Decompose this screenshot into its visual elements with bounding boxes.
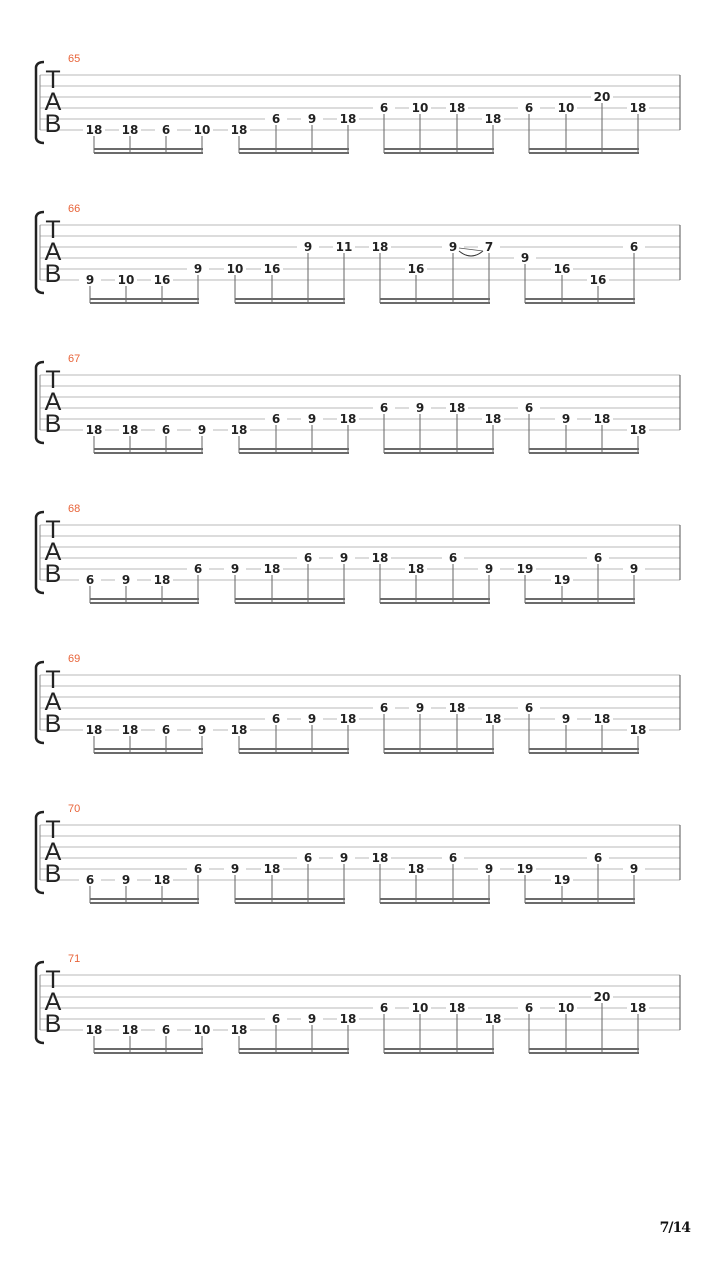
beam xyxy=(90,302,199,304)
beam xyxy=(94,152,203,154)
fret-number: 6 xyxy=(271,1012,281,1026)
tab-clef-letter: A xyxy=(44,838,62,866)
fret-number: 6 xyxy=(193,862,203,876)
fret-number: 18 xyxy=(263,562,281,576)
fret-number: 18 xyxy=(153,873,171,887)
beam xyxy=(239,1048,349,1050)
tab-clef-letter: B xyxy=(44,860,62,888)
fret-number: 18 xyxy=(263,862,281,876)
tab-clef-letter: A xyxy=(44,388,62,416)
fret-number: 6 xyxy=(303,551,313,565)
fret-number: 18 xyxy=(448,401,466,415)
fret-number: 18 xyxy=(339,112,357,126)
beam xyxy=(94,452,203,454)
tab-clef-letter: T xyxy=(45,816,61,844)
tab-clef-letter: B xyxy=(44,260,62,288)
fret-number: 18 xyxy=(629,723,647,737)
beam xyxy=(239,1052,349,1054)
fret-number: 6 xyxy=(161,123,171,137)
fret-number: 20 xyxy=(593,990,611,1004)
fret-number: 18 xyxy=(448,101,466,115)
beam xyxy=(235,298,345,300)
beam xyxy=(529,448,639,450)
tab-clef-letter: T xyxy=(45,66,61,94)
tab-clef-letter: B xyxy=(44,710,62,738)
fret-number: 10 xyxy=(411,1001,429,1015)
fret-number: 9 xyxy=(121,573,131,587)
fret-number: 18 xyxy=(153,573,171,587)
fret-number: 18 xyxy=(629,423,647,437)
fret-number: 6 xyxy=(161,423,171,437)
fret-number: 18 xyxy=(448,701,466,715)
beam xyxy=(235,598,345,600)
beam xyxy=(529,148,639,150)
fret-number: 6 xyxy=(524,1001,534,1015)
beam xyxy=(380,902,490,904)
fret-number: 9 xyxy=(121,873,131,887)
fret-number: 9 xyxy=(307,712,317,726)
fret-number: 7 xyxy=(484,240,494,254)
fret-number: 19 xyxy=(553,573,571,587)
beam xyxy=(90,298,199,300)
beam xyxy=(525,298,635,300)
beam xyxy=(235,902,345,904)
fret-number: 18 xyxy=(85,723,103,737)
fret-number: 18 xyxy=(371,551,389,565)
fret-number: 18 xyxy=(484,112,502,126)
beam xyxy=(529,748,639,750)
fret-number: 9 xyxy=(484,562,494,576)
measure-number: 65 xyxy=(68,53,81,65)
tab-clef-letter: A xyxy=(44,238,62,266)
fret-number: 9 xyxy=(197,723,207,737)
fret-number: 16 xyxy=(263,262,281,276)
beam xyxy=(380,302,490,304)
fret-number: 18 xyxy=(85,123,103,137)
beam xyxy=(94,1052,203,1054)
fret-number: 18 xyxy=(85,1023,103,1037)
fret-number: 9 xyxy=(193,262,203,276)
fret-number: 9 xyxy=(629,862,639,876)
beam xyxy=(235,898,345,900)
beam xyxy=(380,598,490,600)
beam xyxy=(384,1048,494,1050)
fret-number: 18 xyxy=(407,562,425,576)
beam xyxy=(525,602,635,604)
fret-number: 18 xyxy=(121,723,139,737)
beam xyxy=(384,152,494,154)
beam xyxy=(94,448,203,450)
measure-number: 71 xyxy=(68,953,81,965)
fret-number: 9 xyxy=(415,701,425,715)
beam xyxy=(384,448,494,450)
tab-clef-letter: A xyxy=(44,988,62,1016)
fret-number: 9 xyxy=(307,1012,317,1026)
beam xyxy=(384,452,494,454)
fret-number: 10 xyxy=(411,101,429,115)
fret-number: 6 xyxy=(271,412,281,426)
fret-number: 6 xyxy=(271,712,281,726)
fret-number: 6 xyxy=(593,851,603,865)
fret-number: 9 xyxy=(484,862,494,876)
fret-number: 16 xyxy=(153,273,171,287)
fret-number: 18 xyxy=(121,1023,139,1037)
beam xyxy=(239,152,349,154)
fret-number: 9 xyxy=(339,551,349,565)
fret-number: 9 xyxy=(415,401,425,415)
tab-clef-letter: A xyxy=(44,538,62,566)
fret-number: 18 xyxy=(371,240,389,254)
beam xyxy=(239,148,349,150)
tab-clef-letter: T xyxy=(45,666,61,694)
fret-number: 18 xyxy=(629,1001,647,1015)
beam xyxy=(529,1048,639,1050)
fret-number: 18 xyxy=(121,423,139,437)
fret-number: 6 xyxy=(524,701,534,715)
tab-clef-letter: B xyxy=(44,1010,62,1038)
beam xyxy=(529,1052,639,1054)
fret-number: 9 xyxy=(230,862,240,876)
beam xyxy=(239,448,349,450)
fret-number: 6 xyxy=(524,101,534,115)
fret-number: 18 xyxy=(593,412,611,426)
fret-number: 6 xyxy=(593,551,603,565)
fret-number: 18 xyxy=(629,101,647,115)
fret-number: 6 xyxy=(161,723,171,737)
fret-number: 9 xyxy=(561,412,571,426)
tab-clef-letter: B xyxy=(44,410,62,438)
fret-number: 18 xyxy=(371,851,389,865)
fret-number: 20 xyxy=(593,90,611,104)
fret-number: 9 xyxy=(230,562,240,576)
beam xyxy=(90,598,199,600)
beam xyxy=(239,752,349,754)
beam xyxy=(525,598,635,600)
fret-number: 10 xyxy=(557,1001,575,1015)
beam xyxy=(94,1048,203,1050)
fret-number: 9 xyxy=(448,240,458,254)
beam xyxy=(384,748,494,750)
fret-number: 6 xyxy=(524,401,534,415)
measure-number: 67 xyxy=(68,353,81,365)
fret-number: 19 xyxy=(516,862,534,876)
beam xyxy=(90,602,199,604)
beam xyxy=(525,302,635,304)
tab-clef-letter: T xyxy=(45,966,61,994)
fret-number: 6 xyxy=(379,101,389,115)
fret-number: 6 xyxy=(85,873,95,887)
fret-number: 6 xyxy=(629,240,639,254)
fret-number: 6 xyxy=(161,1023,171,1037)
fret-number: 10 xyxy=(117,273,135,287)
fret-number: 6 xyxy=(379,1001,389,1015)
fret-number: 18 xyxy=(339,1012,357,1026)
fret-number: 6 xyxy=(303,851,313,865)
fret-number: 10 xyxy=(193,123,211,137)
beam xyxy=(380,602,490,604)
tab-clef-letter: T xyxy=(45,516,61,544)
fret-number: 6 xyxy=(448,551,458,565)
tab-clef-letter: B xyxy=(44,110,62,138)
fret-number: 11 xyxy=(335,240,353,254)
beam xyxy=(94,748,203,750)
tab-clef-letter: A xyxy=(44,688,62,716)
fret-number: 9 xyxy=(307,112,317,126)
beam xyxy=(525,902,635,904)
fret-number: 18 xyxy=(484,712,502,726)
fret-number: 18 xyxy=(593,712,611,726)
beam xyxy=(529,452,639,454)
beam xyxy=(90,902,199,904)
beam xyxy=(525,898,635,900)
fret-number: 6 xyxy=(379,401,389,415)
fret-number: 10 xyxy=(193,1023,211,1037)
page-number: 7/14 xyxy=(659,1220,690,1236)
beam xyxy=(235,602,345,604)
fret-number: 10 xyxy=(226,262,244,276)
beam xyxy=(529,752,639,754)
fret-number: 18 xyxy=(230,1023,248,1037)
tab-clef-letter: B xyxy=(44,560,62,588)
beam xyxy=(384,752,494,754)
fret-number: 9 xyxy=(197,423,207,437)
beam xyxy=(235,302,345,304)
beam xyxy=(239,452,349,454)
fret-number: 6 xyxy=(85,573,95,587)
fret-number: 18 xyxy=(230,423,248,437)
fret-number: 18 xyxy=(230,723,248,737)
measure-number: 66 xyxy=(68,203,81,215)
fret-number: 18 xyxy=(407,862,425,876)
beam xyxy=(90,898,199,900)
tab-clef-letter: A xyxy=(44,88,62,116)
beam xyxy=(94,752,203,754)
fret-number: 9 xyxy=(307,412,317,426)
beam xyxy=(94,148,203,150)
beam xyxy=(384,1052,494,1054)
beam xyxy=(380,898,490,900)
fret-number: 9 xyxy=(629,562,639,576)
fret-number: 9 xyxy=(85,273,95,287)
fret-number: 16 xyxy=(553,262,571,276)
fret-number: 16 xyxy=(589,273,607,287)
tab-clef-letter: T xyxy=(45,216,61,244)
fret-number: 18 xyxy=(121,123,139,137)
beam xyxy=(384,148,494,150)
fret-number: 18 xyxy=(230,123,248,137)
fret-number: 18 xyxy=(448,1001,466,1015)
fret-number: 16 xyxy=(407,262,425,276)
beam xyxy=(239,748,349,750)
fret-number: 18 xyxy=(339,412,357,426)
fret-number: 6 xyxy=(448,851,458,865)
fret-number: 18 xyxy=(484,412,502,426)
fret-number: 6 xyxy=(193,562,203,576)
fret-number: 18 xyxy=(484,1012,502,1026)
fret-number: 18 xyxy=(339,712,357,726)
fret-number: 6 xyxy=(379,701,389,715)
beam xyxy=(529,152,639,154)
tab-clef-letter: T xyxy=(45,366,61,394)
fret-number: 9 xyxy=(339,851,349,865)
fret-number: 19 xyxy=(553,873,571,887)
fret-number: 9 xyxy=(303,240,313,254)
measure-number: 70 xyxy=(68,803,81,815)
beam xyxy=(380,298,490,300)
fret-number: 9 xyxy=(520,251,530,265)
fret-number: 18 xyxy=(85,423,103,437)
measure-number: 69 xyxy=(68,653,81,665)
fret-number: 9 xyxy=(561,712,571,726)
fret-number: 10 xyxy=(557,101,575,115)
fret-number: 6 xyxy=(271,112,281,126)
measure-number: 68 xyxy=(68,503,81,515)
fret-number: 19 xyxy=(516,562,534,576)
